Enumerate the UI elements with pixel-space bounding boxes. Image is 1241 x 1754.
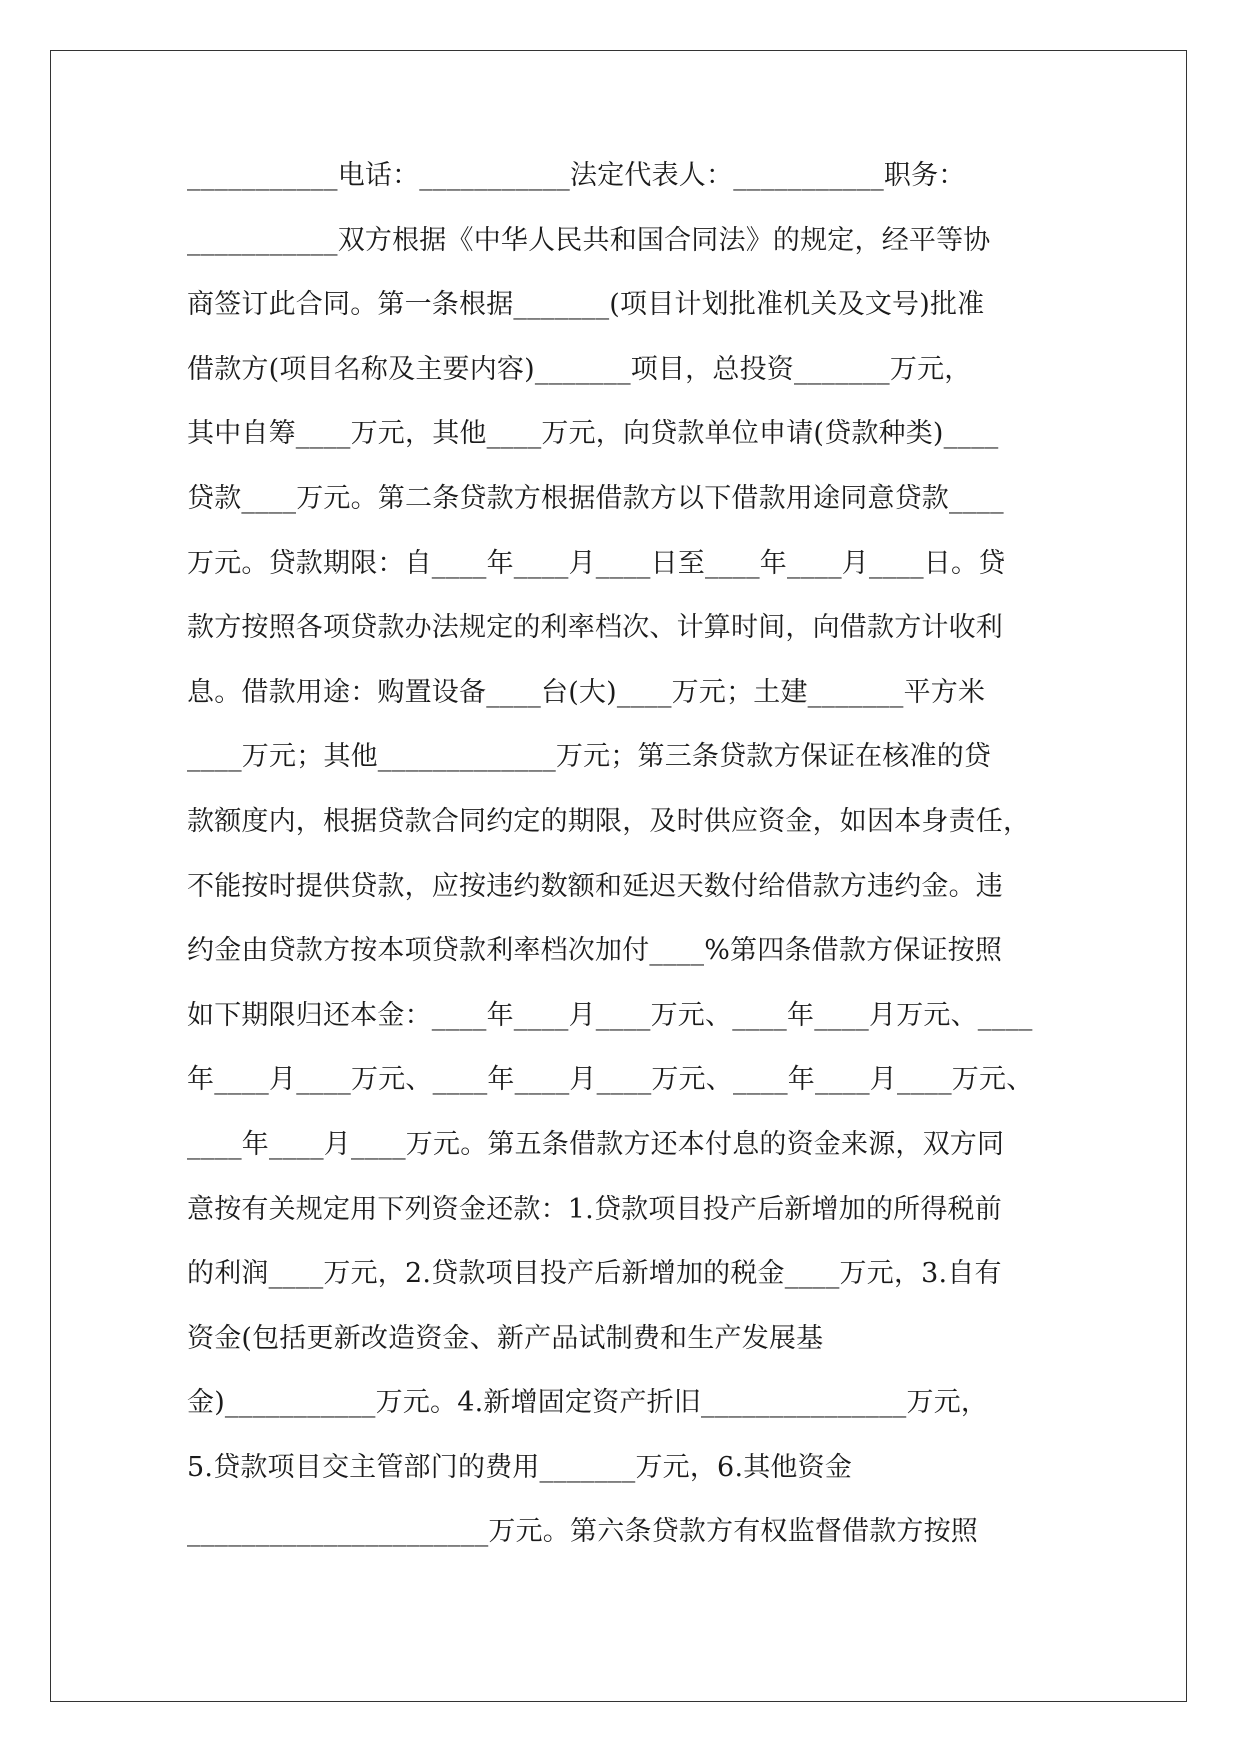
text-line: 5.贷款项目交主管部门的费用_______万元，6.其他资金	[187, 1451, 853, 1483]
text-line: 如下期限归还本金：____年____月____万元、____年____月万元、____	[187, 999, 1033, 1031]
contract-text-body	[187, 156, 1057, 1577]
text-line: 金)___________万元。4.新增固定资产折旧_______________万元，	[187, 1387, 989, 1419]
text-line: 息。借款用途：购置设备____台(大)____万元；土建_______平方米	[187, 676, 986, 708]
text-line: ____年____月____万元。第五条借款方还本付息的资金来源，双方同	[187, 1128, 1005, 1160]
text-line: 商签订此合同。第一条根据_______(项目计划批准机关及文号)批准	[187, 289, 985, 321]
text-line: 年____月____万元、____年____月____万元、____年____月____万元、	[187, 1064, 1034, 1096]
text-line: 不能按时提供贷款，应按违约数额和延迟天数付给借款方违约金。违	[187, 870, 1003, 902]
text-line: 借款方(项目名称及主要内容)_______项目，总投资_______万元，	[187, 353, 972, 385]
text-line: 其中自筹____万元，其他____万元，向贷款单位申请(贷款种类)____	[187, 418, 999, 450]
text-line: ____万元；其他_____________万元；第三条贷款方保证在核准的贷	[187, 741, 992, 773]
text-line: ______________________万元。第六条贷款方有权监督借款方按照	[187, 1516, 978, 1548]
text-line: 贷款____万元。第二条贷款方根据借款方以下借款用途同意贷款____	[187, 482, 1004, 514]
text-line: 意按有关规定用下列资金还款：1.贷款项目投产后新增加的所得税前	[187, 1193, 1002, 1225]
text-line: 款额度内，根据贷款合同约定的期限，及时供应资金，如因本身责任，	[187, 805, 1031, 837]
text-line: ___________电话：___________法定代表人：___________职务：	[187, 160, 966, 191]
text-line: 约金由贷款方按本项贷款利率档次加付____%第四条借款方保证按照	[187, 935, 1003, 967]
text-line: 资金(包括更新改造资金、新产品试制费和生产发展基	[187, 1322, 824, 1354]
text-line: 万元。贷款期限：自____年____月____日至____年____月____日。贷	[187, 547, 1006, 579]
text-line: 的利润____万元，2.贷款项目投产后新增加的税金____万元，3.自有	[187, 1258, 1002, 1290]
text-line: ___________双方根据《中华人民共和国合同法》的规定，经平等协	[187, 224, 991, 256]
text-line: 款方按照各项贷款办法规定的利率档次、计算时间，向借款方计收利	[187, 612, 1003, 644]
